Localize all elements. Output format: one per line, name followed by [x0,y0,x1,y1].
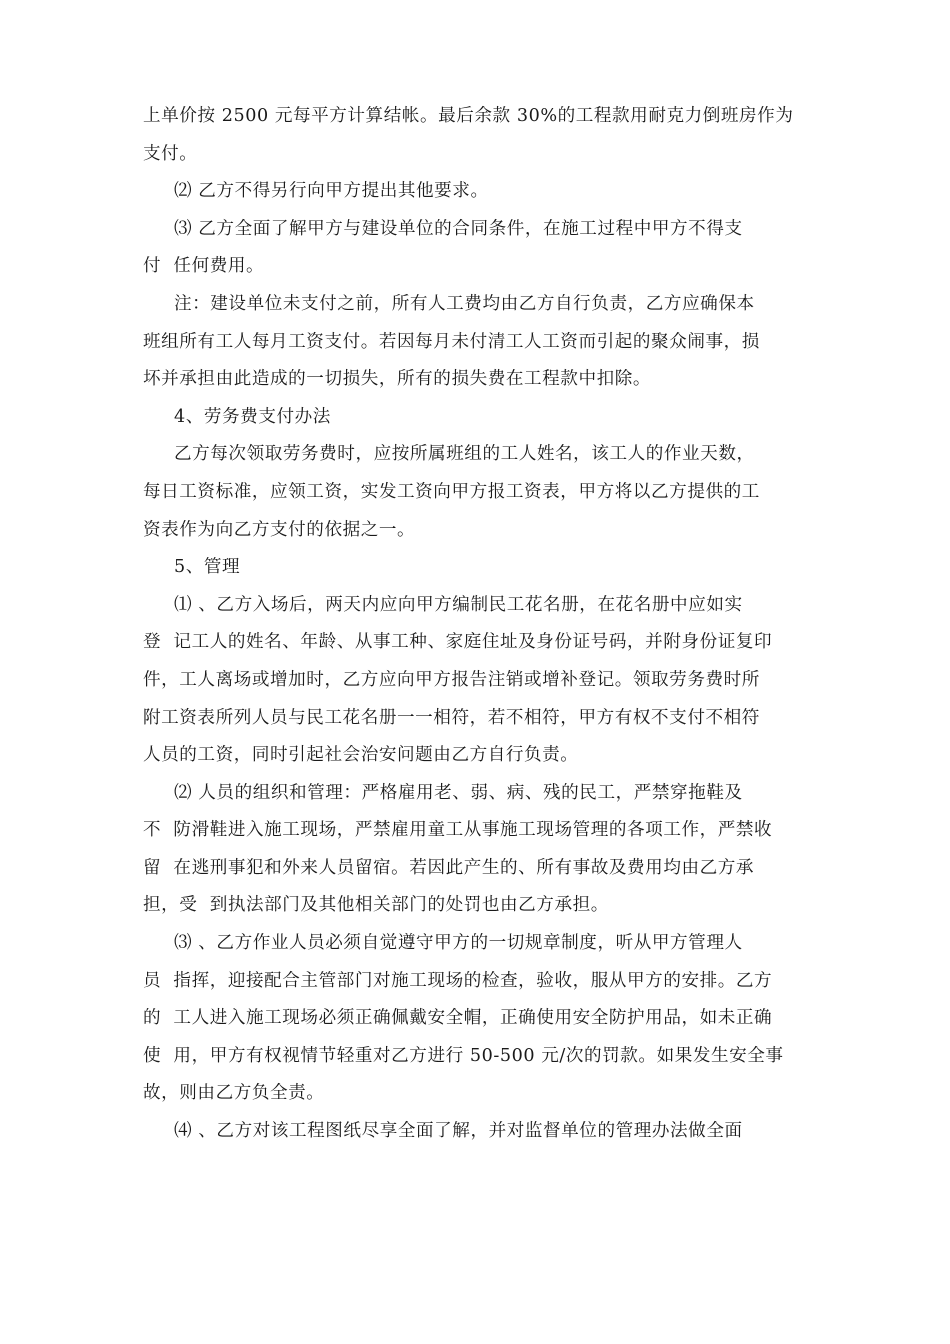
text-line: 员 指挥，迎接配合主管部门对施工现场的检查，验收，服从甲方的安排。乙方 [143,970,773,991]
text-line: ⑴ 、乙方入场后，两天内应向甲方编制民工花名册，在花名册中应如实 [174,594,743,615]
text-line: 人员的工资，同时引起社会治安问题由乙方自行负责。 [143,745,579,766]
text-line: 付 任何费用。 [143,256,265,277]
text-line: 使 用，甲方有权视情节轻重对乙方进行 50-500 元/次的罚款。如果发生安全事 [143,1045,784,1066]
text-line: 坏并承担由此造成的一切损失，所有的损失费在工程款中扣除。 [143,369,652,390]
text-line: 注：建设单位未支付之前，所有人工费均由乙方自行负责，乙方应确保本 [174,293,755,314]
text-line: 登 记工人的姓名、年龄、从事工种、家庭住址及身份证号码，并附身份证复印 [143,632,773,653]
text-line: 上单价按 2500 元每平方计算结帐。最后余款 30%的工程款用耐克力倒班房作为 [143,106,794,126]
text-line: 留 在逃刑事犯和外来人员留宿。若因此产生的、所有事故及费用均由乙方承 [143,857,755,878]
text-line: 不 防滑鞋进入施工现场，严禁雇用童工从事施工现场管理的各项工作，严禁收 [143,820,773,841]
text-line: ⑵ 人员的组织和管理：严格雇用老、弱、病、残的民工，严禁穿拖鞋及 [174,782,743,803]
text-line: 件，工人离场或增加时，乙方应向甲方报告注销或增补登记。领取劳务费时所 [143,669,760,690]
text-line: 资表作为向乙方支付的依据之一。 [143,519,416,540]
text-line: 的 工人进入施工现场必须正确佩戴安全帽，正确使用安全防护用品，如未正确 [143,1008,773,1029]
text-line: ⑶ 乙方全面了解甲方与建设单位的合同条件，在施工过程中甲方不得支 [174,218,743,239]
text-line: 附工资表所列人员与民工花名册一一相符，若不相符，甲方有权不支付不相符 [143,707,760,728]
text-line: 支付。 [143,143,198,164]
text-line: ⑷ 、乙方对该工程图纸尽享全面了解，并对监督单位的管理办法做全面 [174,1121,743,1142]
text-line: ⑵ 乙方不得另行向甲方提出其他要求。 [174,181,489,202]
document-page [143,98,807,1151]
text-line: 班组所有工人每月工资支付。若因每月未付清工人工资而引起的聚众闹事，损 [143,331,760,352]
section-heading: 5、管理 [174,557,241,578]
section-heading: 4、劳务费支付办法 [174,406,331,427]
text-line: 每日工资标准，应领工资，实发工资向甲方报工资表，甲方将以乙方提供的工 [143,481,760,502]
text-line: ⑶ 、乙方作业人员必须自觉遵守甲方的一切规章制度，听从甲方管理人 [174,933,743,954]
text-line: 担，受 到执法部门及其他相关部门的处罚也由乙方承担。 [143,895,609,916]
text-line: 乙方每次领取劳务费时，应按所属班组的工人姓名，该工人的作业天数， [174,444,755,465]
text-line: 故，则由乙方负全责。 [143,1083,325,1104]
